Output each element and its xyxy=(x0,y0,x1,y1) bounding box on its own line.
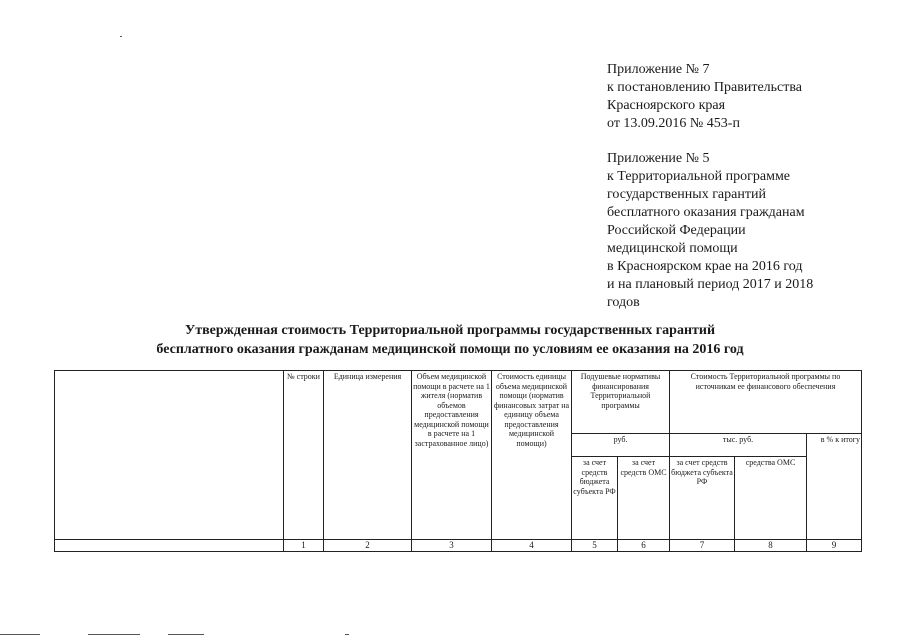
annex-2-line: Приложение № 5 xyxy=(607,151,710,166)
column-number: 3 xyxy=(412,540,492,552)
annex-1-line: к постановлению Правительства xyxy=(607,80,803,95)
column-number: 1 xyxy=(284,540,324,552)
header-cost-by-sources: Стоимость Территориальной программы по источникам ее финансового обеспечения xyxy=(670,371,862,434)
annex-2-line: к Территориальной программе xyxy=(607,169,791,184)
annex-1-line: от 13.09.2016 № 453-п xyxy=(607,116,740,131)
column-number: 8 xyxy=(735,540,807,552)
document-title xyxy=(70,321,830,359)
annex-2-line: бесплатного оказания гражданам xyxy=(607,205,805,220)
column-number: 4 xyxy=(492,540,572,552)
scan-artifact-line xyxy=(345,634,349,635)
header-thousand-rub: тыс. руб. xyxy=(670,434,807,457)
header-budget-subject-2: за счет средств бюджета субъекта РФ xyxy=(670,457,735,540)
annex-2-line: годов xyxy=(607,295,640,310)
scan-artifact-line xyxy=(0,634,40,635)
annex-7-reference xyxy=(607,61,802,133)
annex-2-line: Российской Федерации xyxy=(607,223,746,238)
header-rub: руб. xyxy=(572,434,670,457)
scan-artifact-line xyxy=(168,634,204,635)
column-number: 2 xyxy=(324,540,412,552)
column-number: 7 xyxy=(670,540,735,552)
column-number: 6 xyxy=(618,540,670,552)
annex-2-line: и на плановый период 2017 и 2018 xyxy=(607,277,814,292)
header-budget-subject: за счет средств бюджета субъекта РФ xyxy=(572,457,618,540)
annex-2-line: в Красноярском крае на 2016 год xyxy=(607,259,803,274)
column-number: 9 xyxy=(807,540,862,552)
annex-2-line: медицинской помощи xyxy=(607,241,738,256)
column-number: 5 xyxy=(572,540,618,552)
column-number-empty xyxy=(55,540,284,552)
scan-speck xyxy=(120,36,122,37)
title-line-2: бесплатного оказания гражданам медицинской помощи по условиям ее оказания на 2016 год xyxy=(156,342,744,357)
header-volume: Объем медицинской помощи в расчете на 1 жителя (норматив объемов предоставления медицинской помощи в расчете на 1 застрахованное лицо) xyxy=(412,371,492,540)
header-unit: Единица измерения xyxy=(324,371,412,540)
header-oms-funds: за счет средств ОМС xyxy=(618,457,670,540)
annex-1-line: Красноярского края xyxy=(607,98,726,113)
header-oms-funds-2: средства ОМС xyxy=(735,457,807,540)
cost-table xyxy=(54,370,862,552)
annex-5-reference xyxy=(607,150,813,312)
title-line-1: Утвержденная стоимость Территориальной программы государственных гарантий xyxy=(184,323,716,338)
header-per-capita: Подушевые нормативы финансирования Территориальной программы xyxy=(572,371,670,434)
header-unit-cost: Стоимость единицы объема медицинской помощи (норматив финансовых затрат на единицу объема предоставления медицинской помощи) xyxy=(492,371,572,540)
header-row-number: № строки xyxy=(284,371,324,540)
row-label-header-cell xyxy=(55,371,284,540)
annex-2-line: государственных гарантий xyxy=(607,187,766,202)
header-percent-total: в % к итогу xyxy=(807,434,862,540)
annex-1-line: Приложение № 7 xyxy=(607,62,710,77)
scan-artifact-line xyxy=(88,634,140,635)
